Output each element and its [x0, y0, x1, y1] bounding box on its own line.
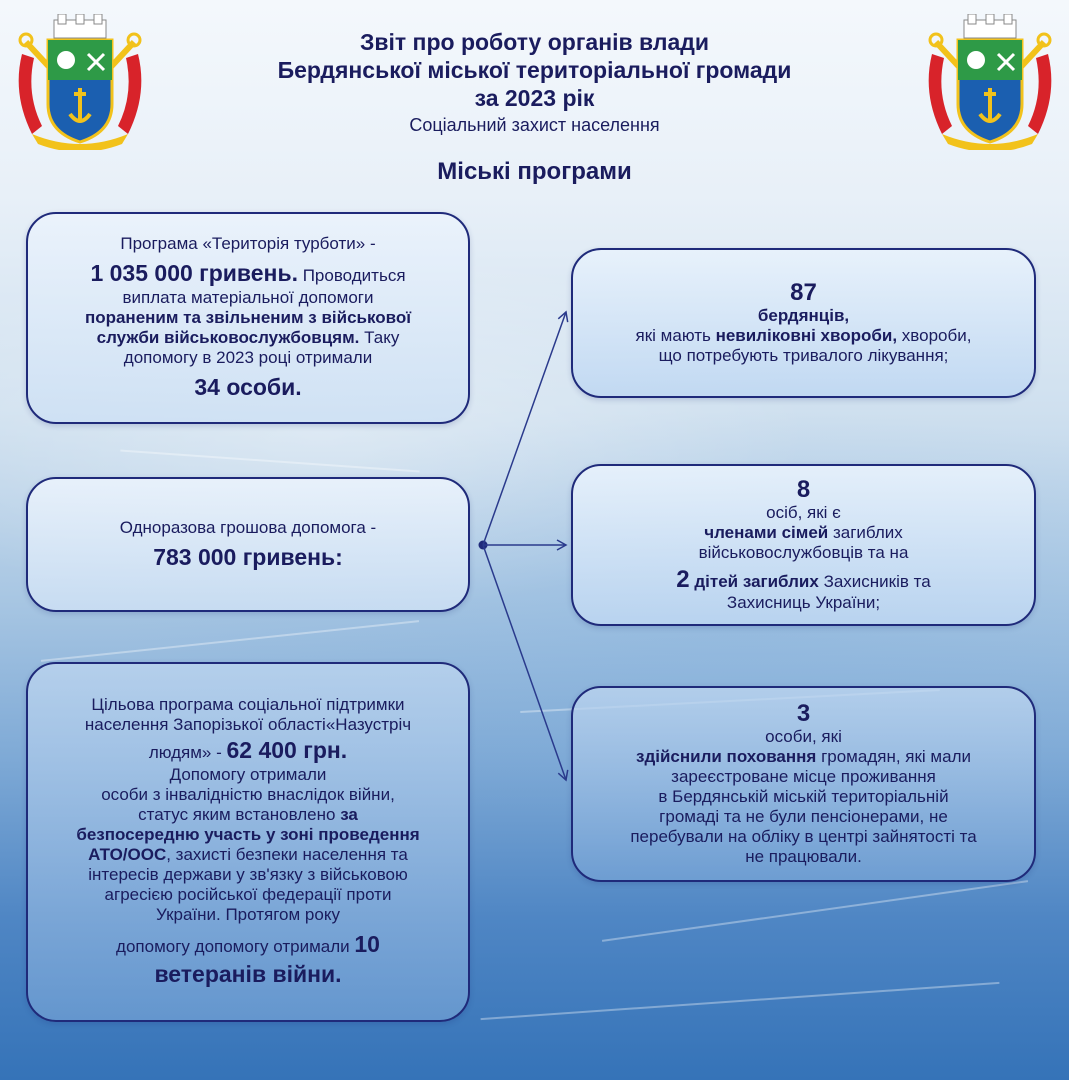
rbox1-line2a: які мають	[635, 326, 716, 345]
box3-line9: інтересів держави у зв'язку з військовою	[88, 865, 408, 884]
box3-line5: особи з інвалідністю внаслідок війни,	[101, 785, 395, 804]
rbox2-line4b: дітей загиблих	[689, 572, 819, 591]
box1-amount-line	[90, 258, 405, 288]
box1-count: 34 особи.	[194, 374, 302, 400]
box3-amount: 62 400 грн	[226, 737, 341, 763]
arrow-to-box-3	[483, 545, 566, 780]
box3-line6-row	[138, 805, 358, 825]
box3-line3a: людям» -	[148, 743, 227, 762]
box1-line1: Програма «Територія турботи» -	[120, 234, 376, 253]
incurable-diseases-box	[571, 248, 1036, 398]
rbox3-line4: в Бердянській міській територіальній	[658, 787, 949, 806]
box3-line2: населення Запорізької області«Назустріч	[84, 715, 412, 734]
rbox2-line1: осіб, які є	[766, 503, 841, 522]
rbox1-line3: що потребують тривалого лікування;	[658, 346, 949, 365]
rbox1-line2-row	[636, 326, 972, 346]
program-territory-of-care-box	[26, 212, 470, 424]
section-title: Міські програми	[437, 158, 632, 185]
rbox2-line3: військовослужбовців та на	[698, 543, 909, 562]
rbox2-number: 8	[796, 476, 811, 503]
box3-line6a: статус яким встановлено	[138, 805, 341, 824]
arrow-to-box-87	[483, 312, 566, 545]
rbox3-line3: зареєстроване місце проживання	[671, 767, 936, 786]
rbox1-line1: бердянців,	[757, 306, 850, 325]
burials-box	[571, 686, 1036, 882]
rbox2-line4-row	[676, 567, 930, 593]
rbox3-line1: особи, які	[765, 727, 842, 746]
rbox1-number: 87	[790, 279, 817, 306]
rbox2-line5: Захисниць України;	[726, 593, 881, 612]
rbox3-number: 3	[796, 700, 811, 727]
box3-line6b: за	[340, 805, 358, 824]
box3-line4: Допомогу отримали	[169, 765, 327, 784]
box3-line12a: допомогу допомогу отримали	[116, 937, 355, 956]
box1-line3: виплата матеріальної допомоги	[122, 288, 374, 307]
title-line-3: за 2023 рік	[474, 85, 595, 111]
box3-line3-row	[149, 735, 347, 765]
rbox1-line2c: хвороби,	[897, 326, 972, 345]
title-line-1: Звіт про роботу органів влади	[359, 29, 710, 55]
targeted-program-box	[26, 662, 470, 1022]
box1-amount: 1 035 000 гривень.	[90, 260, 298, 286]
box3-line7: безпосередню участь у зоні проведення	[76, 825, 420, 844]
box3-line8b: , захисті безпеки населення та	[166, 845, 408, 864]
box3-line1: Цільова програма соціальної підтримки	[91, 695, 405, 714]
box3-line13: ветеранів війни.	[154, 961, 342, 987]
box1-line4: пораненим та звільненим з військової	[84, 308, 412, 327]
rbox3-line5: громаді та не були пенсіонерами, не	[659, 807, 948, 826]
box3-line8a: АТО/ООС	[88, 845, 167, 864]
rbox1-line2b: невиліковні хвороби,	[715, 326, 898, 345]
rbox3-line2a: здійснили поховання	[636, 747, 817, 766]
box3-line3b: .	[340, 737, 348, 763]
rbox2-line2b: загиблих	[828, 523, 903, 542]
rbox2-line4a: 2	[676, 566, 690, 593]
box3-count: 10	[354, 931, 380, 957]
rbox2-line4c: Захисників та	[818, 572, 931, 591]
box3-line12-row	[116, 929, 380, 959]
box3-line8-row	[88, 845, 408, 865]
box1-line5: служби військовослужбовцям.	[96, 328, 360, 347]
box1-line5b: Таку	[359, 328, 400, 347]
box2-amount: 783 000 гривень:	[153, 543, 343, 570]
rbox3-line2b: громадян, які мали	[816, 747, 971, 766]
rbox3-line7: не працювали.	[745, 847, 862, 866]
box1-line5-row	[97, 328, 400, 348]
box3-line10: агресією російської федерації проти	[104, 885, 392, 904]
box1-line2: Проводиться	[297, 266, 406, 285]
box2-line1: Одноразова грошова допомога -	[119, 517, 377, 537]
families-of-fallen-box	[571, 464, 1036, 626]
rbox2-line2a: членами сімей	[704, 523, 829, 542]
subtitle: Соціальний захист населення	[409, 115, 660, 135]
box1-line6: допомогу в 2023 році отримали	[123, 348, 373, 367]
rbox2-line2-row	[704, 523, 903, 543]
rbox3-line2-row	[636, 747, 971, 767]
box3-line11: України. Протягом року	[156, 905, 340, 924]
one-time-aid-box	[26, 477, 470, 612]
rbox3-line6: перебували на обліку в центрі зайнятості та	[630, 827, 977, 846]
title-line-2: Бердянської міської територіальної громади	[277, 57, 792, 83]
